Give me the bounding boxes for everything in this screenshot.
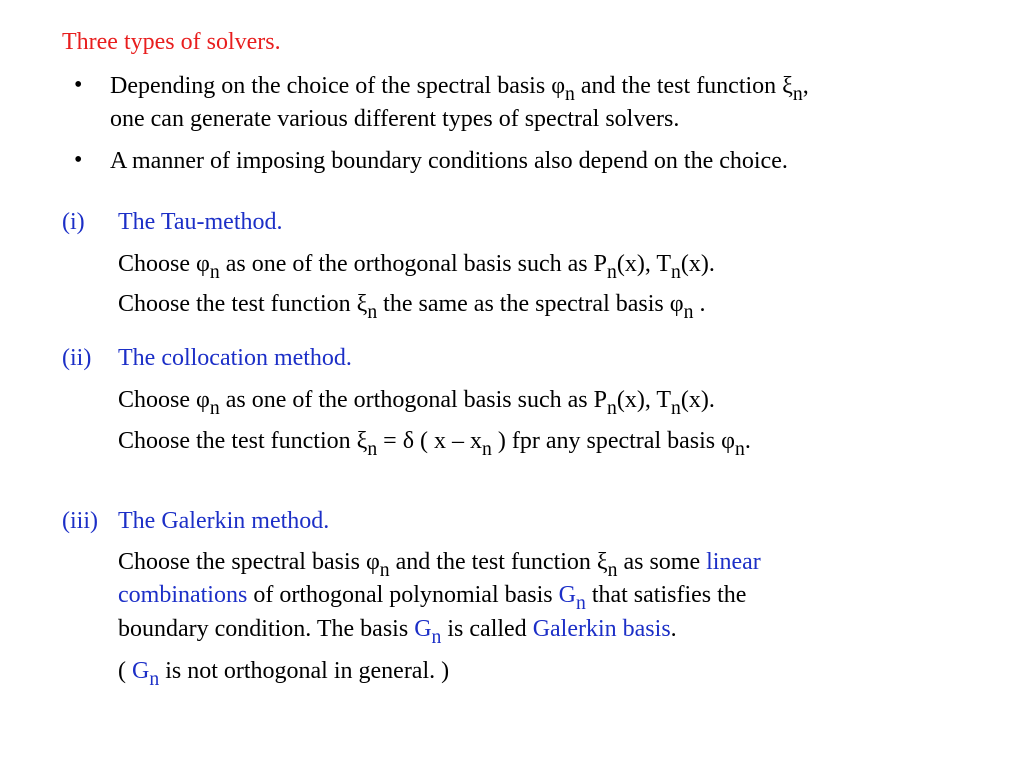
method-number-collocation: (ii) [62,345,92,371]
subscript: n [792,82,803,105]
subscript: n [683,300,694,323]
collocation-line-2-a: Choose the test function ξ [118,428,368,454]
subscript: n [671,396,681,419]
term-linear: linear [706,549,761,575]
collocation-line-2-b: = δ ( x – x [377,428,483,454]
tau-line-1-a: Choose φ [118,251,210,277]
collocation-line-1-b: as one of the orthogonal basis such as P [219,387,607,413]
subscript: n [734,437,745,460]
subscript: n [565,82,575,105]
galerkin-line-4-b: is not orthogonal in general. ) [159,658,450,684]
collocation-line-2-d: . [744,428,751,454]
subscript: n [367,300,378,323]
bullet-1-text-c: , [802,73,809,99]
method-heading-tau: The Tau-method. [118,209,283,235]
bullet-1-line-2: one can generate various different types of spectral solvers. [110,106,680,132]
galerkin-line-2-b: of orthogonal polynomial basis [247,582,559,608]
collocation-line-2-c: ) fpr any spectral basis φ [491,428,735,454]
subscript: n [379,558,390,581]
subscript: n [367,437,378,460]
tau-line-1-b: as one of the orthogonal basis such as P [219,251,607,277]
tau-line-1-d: (x). [680,251,715,277]
tau-line-2-b: the same as the spectral basis φ [377,291,684,317]
subscript: n [209,396,220,419]
term-G: G [558,582,576,608]
bullet-2-text: A manner of imposing boundary conditions also depend on the choice. [110,148,788,174]
term-combinations: combinations [118,582,248,608]
method-number-tau: (i) [62,209,85,235]
bullet-1-text-a: Depending on the choice of the spectral basis φ [110,73,566,99]
bullet-marker: • [74,72,83,98]
slide-title: Three types of solvers. [62,29,281,55]
tau-line-2-c: . [693,291,706,317]
method-heading-galerkin: The Galerkin method. [118,508,330,534]
collocation-line-1-d: (x). [680,387,715,413]
galerkin-line-1-a: Choose the spectral basis φ [118,549,380,575]
bullet-1-line-1 [110,72,809,105]
galerkin-line-2 [118,581,747,614]
tau-line-1 [118,250,715,283]
subscript: n [671,260,681,283]
term-galerkin-basis: Galerkin basis [532,616,671,642]
bullet-1-text-b: and the test function ξ [574,73,793,99]
collocation-line-1-c: (x), T [616,387,672,413]
subscript: n [149,667,160,690]
galerkin-line-4 [118,657,450,690]
tau-line-2 [118,290,706,323]
subscript: n [607,558,618,581]
bullet-marker: • [74,147,83,173]
galerkin-line-4-a: ( [118,658,132,684]
galerkin-line-1 [118,548,761,581]
subscript: n [606,260,617,283]
subscript: n [431,625,442,648]
subscript: n [606,396,617,419]
galerkin-line-3-a: boundary condition. The basis [118,616,415,642]
galerkin-line-3 [118,615,677,648]
galerkin-line-3-b: is called [441,616,533,642]
galerkin-line-3-c: . [670,616,677,642]
term-G: G [132,658,150,684]
collocation-line-1-a: Choose φ [118,387,210,413]
galerkin-line-2-c: that satisfies the [585,582,747,608]
collocation-line-2 [118,427,751,460]
term-G: G [414,616,432,642]
collocation-line-1 [118,386,715,419]
tau-line-2-a: Choose the test function ξ [118,291,368,317]
subscript: n [575,591,586,614]
method-heading-collocation: The collocation method. [118,345,352,371]
subscript: n [209,260,220,283]
tau-line-1-c: (x), T [616,251,672,277]
subscript: n [482,437,492,460]
galerkin-line-1-c: as some [617,549,707,575]
galerkin-line-1-b: and the test function ξ [389,549,608,575]
method-number-galerkin: (iii) [62,508,98,534]
